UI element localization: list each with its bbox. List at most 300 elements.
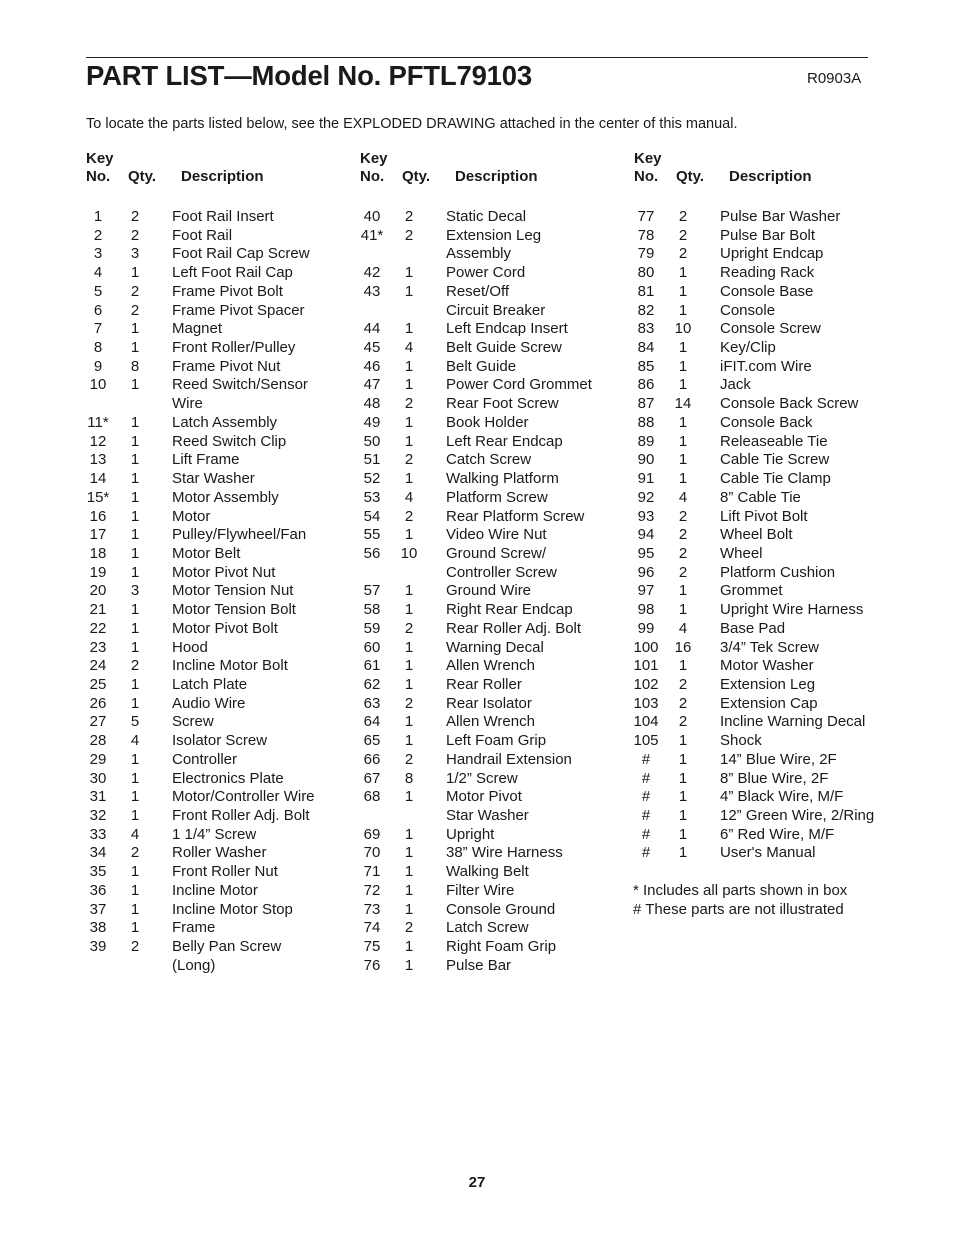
- part-description: Frame Pivot Bolt: [172, 282, 283, 300]
- table-row: [626, 807, 906, 826]
- table-row: [626, 564, 906, 583]
- part-key-no: 59: [363, 619, 381, 637]
- part-key-no: 33: [89, 825, 107, 843]
- header-key-line2: No.: [86, 168, 111, 185]
- part-key-no: #: [641, 788, 651, 806]
- part-description: Console Base: [720, 282, 814, 300]
- part-qty: 1: [404, 470, 414, 488]
- part-key-no: 29: [89, 750, 107, 768]
- part-key-no: 73: [363, 900, 381, 918]
- page-number: 27: [468, 1174, 486, 1191]
- part-qty: 1: [130, 432, 140, 450]
- part-description: Reed Switch Clip: [172, 432, 287, 450]
- part-description: Frame Pivot Spacer: [172, 301, 305, 319]
- part-key-no: 53: [363, 488, 381, 506]
- table-row: [352, 208, 622, 227]
- part-qty: 2: [404, 507, 414, 525]
- part-description: Warning Decal: [446, 638, 544, 656]
- table-row: [626, 639, 906, 658]
- table-row: [626, 320, 906, 339]
- table-row: [352, 788, 622, 807]
- part-description: Rear Foot Screw: [446, 395, 559, 413]
- part-key-no: 26: [89, 694, 107, 712]
- part-description: Incline Motor Stop: [172, 900, 293, 918]
- table-row: [78, 376, 348, 395]
- table-row: [352, 882, 622, 901]
- part-description: Screw: [172, 713, 214, 731]
- header-desc-col2: Description: [455, 168, 538, 185]
- table-row: [78, 770, 348, 789]
- part-qty: 1: [130, 563, 140, 581]
- part-key-no: 105: [633, 732, 659, 750]
- table-row: [626, 582, 906, 601]
- header-desc-col1: Description: [181, 168, 264, 185]
- part-qty: 1: [130, 881, 140, 899]
- part-qty: 1: [404, 526, 414, 544]
- part-qty: 16: [674, 638, 692, 656]
- table-row: [626, 844, 906, 863]
- part-qty: 2: [130, 938, 140, 956]
- part-qty: 2: [678, 675, 688, 693]
- part-key-no: 94: [637, 526, 655, 544]
- part-key-no: 98: [637, 601, 655, 619]
- part-qty: 1: [678, 601, 688, 619]
- part-key-no: 5: [93, 282, 103, 300]
- part-key-no: 37: [89, 900, 107, 918]
- part-description: Shock: [720, 732, 762, 750]
- part-qty: 1: [130, 470, 140, 488]
- table-row: [78, 919, 348, 938]
- table-row: [626, 451, 906, 470]
- part-qty: 1: [404, 432, 414, 450]
- part-description: Front Roller/Pulley: [172, 339, 296, 357]
- part-key-no: 93: [637, 507, 655, 525]
- part-key-no: 79: [637, 245, 655, 263]
- table-row: [352, 508, 622, 527]
- part-description: iFIT.com Wire: [720, 357, 812, 375]
- table-row: [78, 601, 348, 620]
- part-description: Handrail Extension: [446, 750, 572, 768]
- part-description: Motor: [172, 507, 211, 525]
- part-qty: 1: [130, 601, 140, 619]
- part-description: 6” Red Wire, M/F: [720, 825, 835, 843]
- table-row: [352, 433, 622, 452]
- part-key-no: 97: [637, 582, 655, 600]
- part-key-no: 2: [93, 226, 103, 244]
- part-description: Motor Pivot Bolt: [172, 619, 278, 637]
- part-description: Star Washer: [172, 470, 255, 488]
- part-description: Audio Wire: [172, 694, 246, 712]
- header-key-col3: [634, 150, 662, 186]
- table-row: [352, 545, 622, 564]
- part-description: Front Roller Nut: [172, 863, 278, 881]
- part-qty: 1: [130, 619, 140, 637]
- table-row: [78, 433, 348, 452]
- part-qty: 14: [674, 395, 692, 413]
- part-description: Frame Pivot Nut: [172, 357, 281, 375]
- part-description: Belt Guide: [446, 357, 517, 375]
- part-description: Motor/Controller Wire: [172, 788, 315, 806]
- part-description: Magnet: [172, 320, 223, 338]
- table-row: [626, 376, 906, 395]
- part-key-no: 32: [89, 807, 107, 824]
- table-row: [626, 695, 906, 714]
- part-key-no: 103: [633, 694, 659, 712]
- part-key-no: 65: [363, 732, 381, 750]
- table-row: [352, 639, 622, 658]
- part-qty: 4: [678, 488, 688, 506]
- part-qty: 8: [130, 357, 140, 375]
- part-description: Console Back Screw: [720, 395, 859, 413]
- table-row: [78, 489, 348, 508]
- part-description: Incline Motor: [172, 881, 258, 899]
- part-key-no: 96: [637, 563, 655, 581]
- parts-column-3: [626, 208, 906, 863]
- part-qty: 1: [678, 844, 688, 862]
- part-qty: 1: [130, 376, 140, 394]
- table-row: [78, 657, 348, 676]
- table-row: [78, 901, 348, 920]
- table-row: [352, 245, 622, 264]
- part-key-no: 1: [93, 208, 103, 225]
- part-key-no: 66: [363, 750, 381, 768]
- table-row: [78, 545, 348, 564]
- part-key-no: 31: [89, 788, 107, 806]
- part-qty: 1: [678, 339, 688, 357]
- table-row: [352, 358, 622, 377]
- part-qty: 2: [130, 208, 140, 225]
- table-row: [352, 863, 622, 882]
- part-qty: 1: [678, 732, 688, 750]
- part-key-no: 55: [363, 526, 381, 544]
- table-row: [78, 451, 348, 470]
- header-qty-col3: Qty.: [676, 168, 705, 185]
- table-row: [626, 302, 906, 321]
- part-key-no: 95: [637, 544, 655, 562]
- part-qty: 3: [130, 245, 140, 263]
- table-row: [626, 508, 906, 527]
- table-row: [352, 395, 622, 414]
- part-description: Pulse Bar Washer: [720, 208, 841, 225]
- part-description: Console: [720, 301, 776, 319]
- part-qty: 1: [130, 320, 140, 338]
- part-qty: 1: [130, 264, 140, 282]
- header-key-line2: No.: [634, 168, 659, 185]
- part-key-no: 90: [637, 451, 655, 469]
- part-key-no: 52: [363, 470, 381, 488]
- part-key-no: 8: [93, 339, 103, 357]
- table-row: [626, 526, 906, 545]
- table-row: [352, 807, 622, 826]
- part-key-no: 30: [89, 769, 107, 787]
- part-qty: 1: [130, 544, 140, 562]
- part-qty: 4: [130, 825, 140, 843]
- part-description: 12” Green Wire, 2/Ring: [720, 807, 875, 824]
- part-key-no: 84: [637, 339, 655, 357]
- table-row: [626, 657, 906, 676]
- part-key-no: 41*: [360, 226, 384, 244]
- part-description: Motor Assembly: [172, 488, 279, 506]
- part-qty: 1: [404, 732, 414, 750]
- part-qty: 1: [130, 638, 140, 656]
- part-qty: 1: [130, 413, 140, 431]
- part-qty: 2: [404, 619, 414, 637]
- part-description: 14” Blue Wire, 2F: [720, 750, 837, 768]
- part-qty: 1: [404, 657, 414, 675]
- table-row: [352, 844, 622, 863]
- table-row: [626, 751, 906, 770]
- header-key-line1: Key: [86, 150, 114, 167]
- part-qty: 1: [130, 451, 140, 469]
- part-key-no: #: [641, 844, 651, 862]
- part-key-no: 42: [363, 264, 381, 282]
- table-row: [78, 957, 348, 976]
- part-description: Upright Endcap: [720, 245, 824, 263]
- part-description: Console Ground: [446, 900, 556, 918]
- part-key-no: 86: [637, 376, 655, 394]
- part-description: Motor Pivot Nut: [172, 563, 276, 581]
- table-row: [626, 395, 906, 414]
- table-row: [352, 751, 622, 770]
- document-code: R0903A: [807, 70, 862, 87]
- table-row: [352, 470, 622, 489]
- part-description: Right Rear Endcap: [446, 601, 573, 619]
- part-qty: 2: [404, 395, 414, 413]
- table-row: [626, 545, 906, 564]
- part-key-no: 9: [93, 357, 103, 375]
- part-description: Belt Guide Screw: [446, 339, 562, 357]
- table-row: [78, 508, 348, 527]
- part-key-no: 16: [89, 507, 107, 525]
- part-description: Upright Wire Harness: [720, 601, 864, 619]
- part-qty: 2: [678, 245, 688, 263]
- part-key-no: 75: [363, 938, 381, 956]
- part-description: Reed Switch/Sensor: [172, 376, 308, 394]
- part-description: Latch Screw: [446, 919, 529, 937]
- header-key-col1: [86, 150, 114, 186]
- part-key-no: 46: [363, 357, 381, 375]
- part-qty: 4: [404, 488, 414, 506]
- table-row: [78, 564, 348, 583]
- part-description: Video Wire Nut: [446, 526, 547, 544]
- part-key-no: 64: [363, 713, 381, 731]
- table-row: [78, 713, 348, 732]
- part-key-no: 71: [363, 863, 381, 881]
- part-key-no: 21: [89, 601, 107, 619]
- part-description: Book Holder: [446, 413, 529, 431]
- table-row: [352, 283, 622, 302]
- part-description: Power Cord: [446, 264, 526, 282]
- part-description: Allen Wrench: [446, 713, 535, 731]
- part-description: Reading Rack: [720, 264, 815, 282]
- part-qty: 1: [404, 264, 414, 282]
- table-row: [352, 695, 622, 714]
- part-key-no: 19: [89, 563, 107, 581]
- part-description: Rear Roller: [446, 675, 522, 693]
- part-qty: 10: [674, 320, 692, 338]
- part-key-no: 44: [363, 320, 381, 338]
- part-qty: 2: [130, 282, 140, 300]
- part-qty: 1: [678, 264, 688, 282]
- part-key-no: 81: [637, 282, 655, 300]
- part-description: Rear Platform Screw: [446, 507, 585, 525]
- part-key-no: 83: [637, 320, 655, 338]
- part-description: Pulse Bar Bolt: [720, 226, 816, 244]
- part-key-no: 38: [89, 919, 107, 937]
- part-key-no: 23: [89, 638, 107, 656]
- part-qty: 2: [678, 694, 688, 712]
- part-qty: 1: [130, 788, 140, 806]
- part-description: Grommet: [720, 582, 783, 600]
- part-description: Cable Tie Clamp: [720, 470, 831, 488]
- table-row: [352, 564, 622, 583]
- part-qty: 2: [130, 844, 140, 862]
- table-row: [78, 358, 348, 377]
- header-qty-col2: Qty.: [402, 168, 431, 185]
- part-key-no: 45: [363, 339, 381, 357]
- part-qty: 1: [404, 825, 414, 843]
- part-qty: 1: [678, 282, 688, 300]
- part-key-no: 49: [363, 413, 381, 431]
- table-row: [78, 245, 348, 264]
- part-description: Ground Wire: [446, 582, 532, 600]
- table-row: [78, 227, 348, 246]
- part-description: Controller: [172, 750, 238, 768]
- part-description: Ground Screw/: [446, 544, 547, 562]
- part-description: Walking Platform: [446, 470, 559, 488]
- part-description: Front Roller Adj. Bolt: [172, 807, 310, 824]
- parts-column-2: [352, 208, 622, 975]
- table-row: [352, 957, 622, 976]
- table-row: [626, 732, 906, 751]
- footnote-hash: # These parts are not illustrated: [633, 900, 844, 918]
- part-qty: 1: [130, 863, 140, 881]
- part-qty: 1: [404, 376, 414, 394]
- part-description: Extension Cap: [720, 694, 818, 712]
- part-qty: 1: [404, 638, 414, 656]
- part-qty: 2: [678, 507, 688, 525]
- part-description: Assembly: [446, 245, 512, 263]
- header-key-col2: [360, 150, 388, 186]
- table-row: [352, 320, 622, 339]
- table-row: [78, 695, 348, 714]
- part-qty: 1: [130, 488, 140, 506]
- table-row: [78, 788, 348, 807]
- part-qty: 1: [678, 357, 688, 375]
- part-key-no: 87: [637, 395, 655, 413]
- part-key-no: 36: [89, 881, 107, 899]
- part-description: Catch Screw: [446, 451, 532, 469]
- part-qty: 2: [404, 226, 414, 244]
- part-key-no: 102: [633, 675, 659, 693]
- part-qty: 1: [404, 956, 414, 974]
- table-row: [352, 227, 622, 246]
- table-row: [626, 339, 906, 358]
- table-row: [352, 376, 622, 395]
- table-row: [626, 770, 906, 789]
- table-row: [626, 601, 906, 620]
- part-key-no: 92: [637, 488, 655, 506]
- part-qty: 1: [404, 282, 414, 300]
- part-qty: 5: [130, 713, 140, 731]
- table-row: [352, 302, 622, 321]
- part-key-no: 25: [89, 675, 107, 693]
- part-description: Motor Pivot: [446, 788, 522, 806]
- part-key-no: 18: [89, 544, 107, 562]
- part-key-no: #: [641, 769, 651, 787]
- part-description: Power Cord Grommet: [446, 376, 592, 394]
- part-key-no: 11*: [87, 413, 109, 431]
- part-description: 4” Black Wire, M/F: [720, 788, 844, 806]
- table-row: [626, 245, 906, 264]
- table-row: [78, 302, 348, 321]
- part-key-no: 76: [363, 956, 381, 974]
- part-description: Wheel: [720, 544, 763, 562]
- part-qty: 1: [404, 713, 414, 731]
- table-row: [78, 582, 348, 601]
- part-description: Right Foam Grip: [446, 938, 557, 956]
- part-description: Motor Washer: [720, 657, 814, 675]
- part-qty: 2: [404, 694, 414, 712]
- table-row: [626, 227, 906, 246]
- part-key-no: 89: [637, 432, 655, 450]
- part-description: Pulse Bar: [446, 956, 512, 974]
- part-key-no: 63: [363, 694, 381, 712]
- part-description: 3/4” Tek Screw: [720, 638, 819, 656]
- part-qty: 1: [678, 788, 688, 806]
- table-row: [352, 770, 622, 789]
- table-row: [78, 339, 348, 358]
- table-row: [352, 489, 622, 508]
- table-row: [78, 732, 348, 751]
- part-key-no: 85: [637, 357, 655, 375]
- table-row: [352, 826, 622, 845]
- part-qty: 1: [678, 769, 688, 787]
- table-row: [352, 938, 622, 957]
- part-key-no: #: [641, 750, 651, 768]
- part-description: 1 1/4” Screw: [172, 825, 257, 843]
- part-key-no: 22: [89, 619, 107, 637]
- part-description: Platform Cushion: [720, 563, 836, 581]
- part-description: Latch Plate: [172, 675, 248, 693]
- part-description: Circuit Breaker: [446, 301, 546, 319]
- part-key-no: 10: [89, 376, 107, 394]
- part-qty: 1: [404, 675, 414, 693]
- part-key-no: 61: [363, 657, 381, 675]
- part-qty: 10: [400, 544, 418, 562]
- part-qty: 1: [678, 470, 688, 488]
- part-description: Static Decal: [446, 208, 527, 225]
- part-qty: 2: [678, 226, 688, 244]
- part-qty: 2: [678, 563, 688, 581]
- part-qty: 1: [130, 526, 140, 544]
- part-key-no: 51: [363, 451, 381, 469]
- table-row: [352, 620, 622, 639]
- part-key-no: 101: [633, 657, 659, 675]
- table-row: [352, 919, 622, 938]
- part-qty: 2: [130, 226, 140, 244]
- part-description: Belly Pan Screw: [172, 938, 282, 956]
- part-description: Incline Warning Decal: [720, 713, 866, 731]
- part-qty: 1: [130, 339, 140, 357]
- part-key-no: 67: [363, 769, 381, 787]
- part-key-no: 12: [89, 432, 107, 450]
- part-key-no: 58: [363, 601, 381, 619]
- table-row: [78, 676, 348, 695]
- part-description: Foot Rail: [172, 226, 233, 244]
- table-row: [352, 264, 622, 283]
- part-qty: 1: [678, 413, 688, 431]
